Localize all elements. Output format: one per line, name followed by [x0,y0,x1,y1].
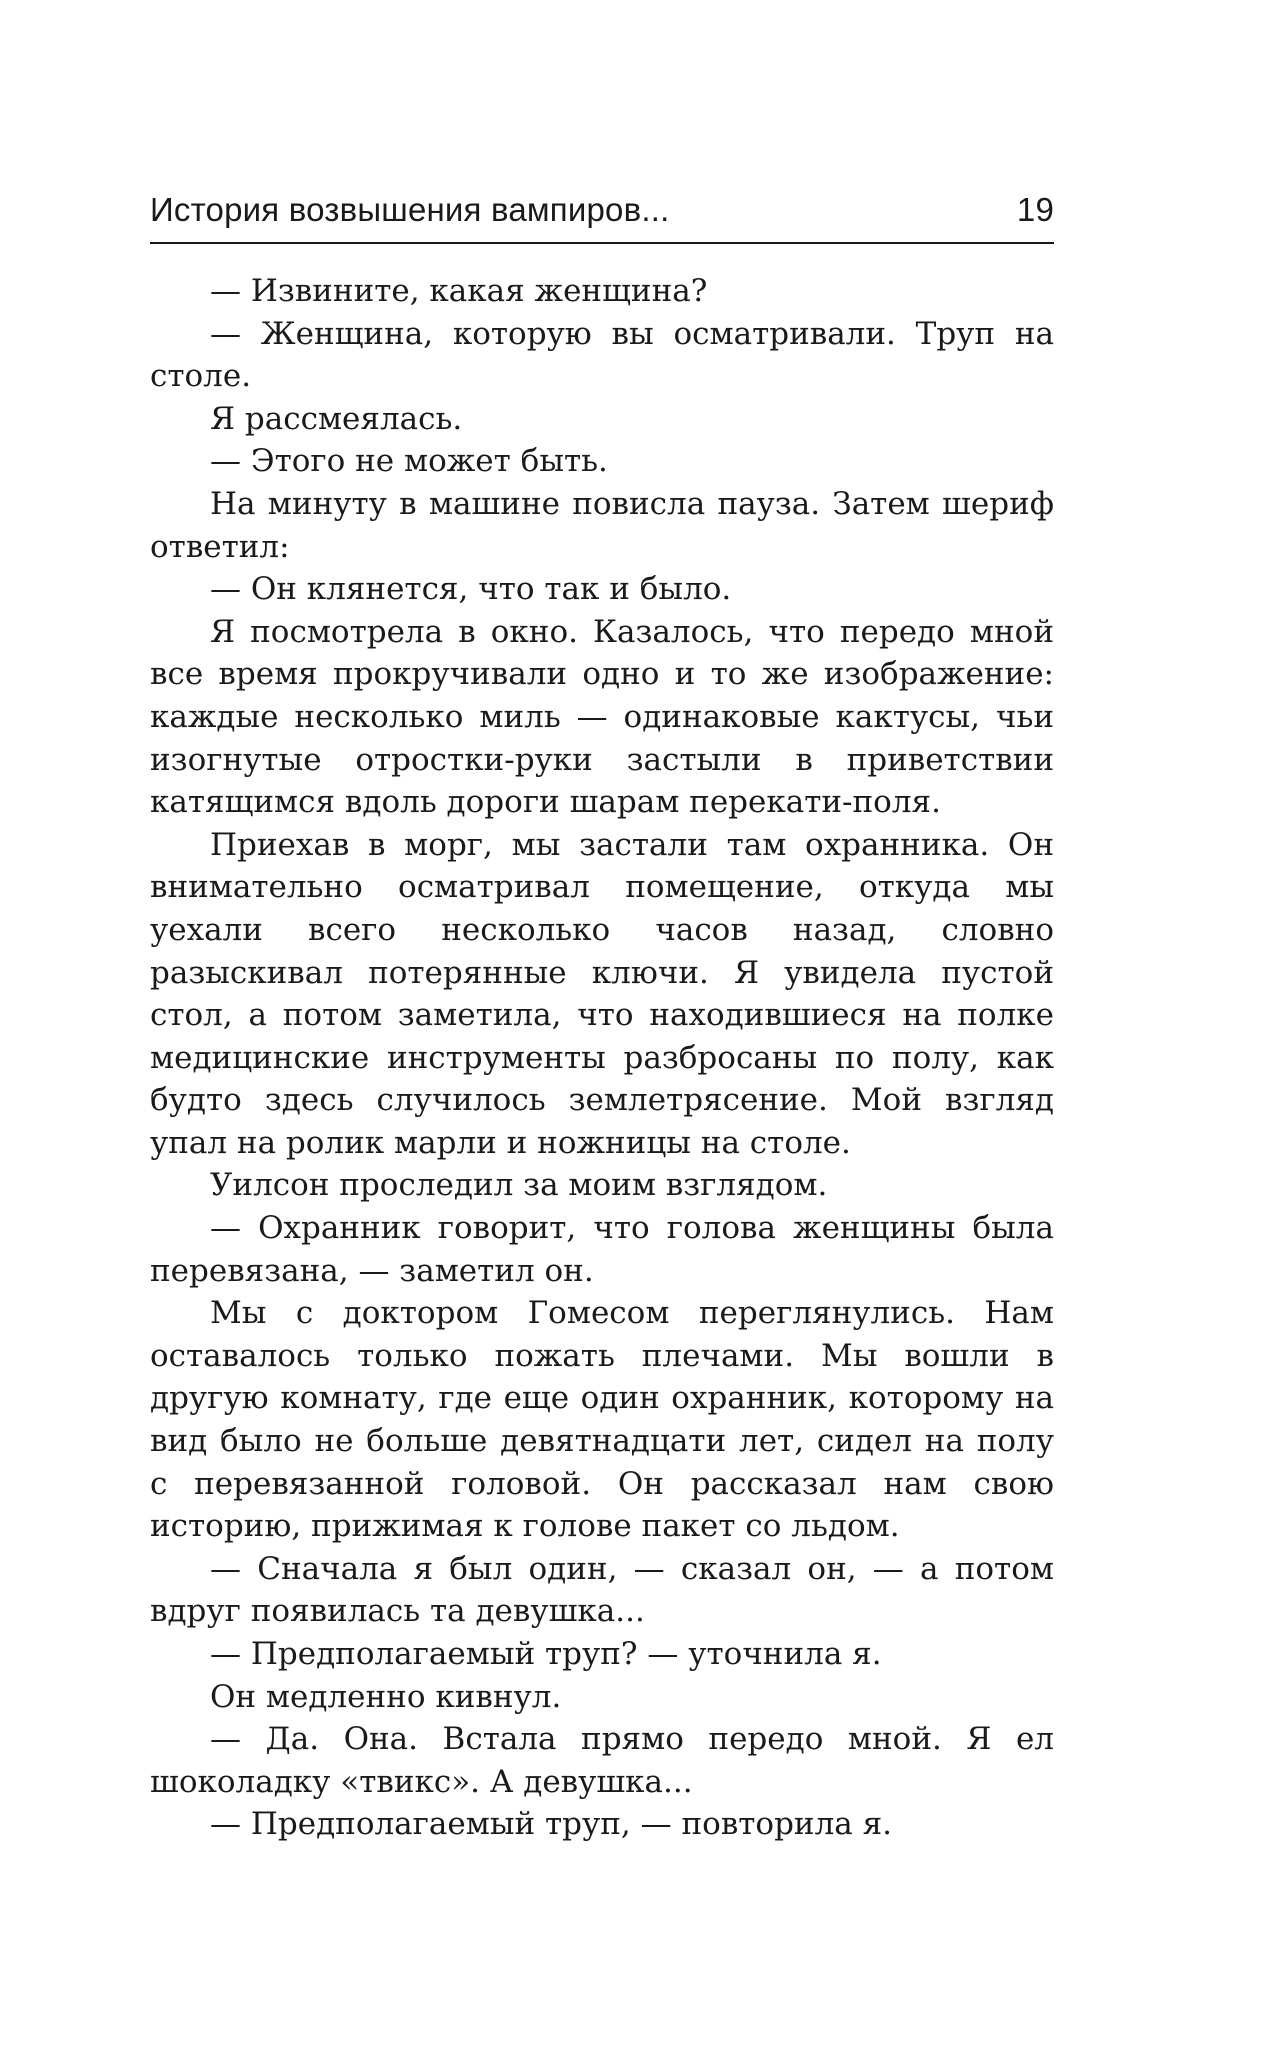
paragraph: Мы с доктором Гомесом переглянулись. Нам оставалось только пожать плечами. Мы вошли в другую комнату, где еще один охранник, которому на вид было не больше девятнадцати лет, сидел на полу с перевязанной головой. Он рассказал нам свою историю, прижимая к голове пакет со льдом. [150,1295,1054,1545]
body-text [150,270,1054,1846]
paragraph: — Извините, какая женщина? [210,273,708,309]
paragraph: — Женщина, которую вы осматривали. Труп на столе. [150,315,1054,395]
paragraph: — Да. Она. Встала прямо передо мной. Я ел шоколадку «твикс». А девушка... [150,1721,1054,1800]
running-header [150,190,1054,244]
paragraph: Уилсон проследил за моим взглядом. [210,1167,828,1204]
paragraph: Я посмотрела в окно. Казалось, что передо мной все время прокручивали одно и то же изображение: каждые несколько миль — одинаковые кактусы, чьи изогнутые отростки-руки застыли в приветствии катящимся вдоль дороги шарам перекати-поля. [150,613,1054,821]
paragraph: — Охранник говорит, что голова женщины была перевязана, — заметил он. [150,1210,1054,1289]
paragraph: Приехав в морг, мы застали там охранника. Он внимательно осматривал помещение, откуда мы уехали всего несколько часов назад, словно разыскивал потерянные ключи. Я увидела пустой стол, а потом заметила, что находившиеся на полке медицинские инструменты разбросаны по полу, как будто здесь случилось землетрясение. Мой взгляд упал на ролик марли и ножницы на столе. [150,826,1054,1161]
paragraph: — Сначала я был один, — сказал он, — а потом вдруг появилась та девушка... [150,1550,1054,1630]
paragraph: Он медленно кивнул. [210,1678,562,1715]
paragraph: На минуту в машине повисла пауза. Затем шериф ответил: [150,485,1054,565]
running-title: История возвышения вампиров... [150,191,670,228]
paragraph: Я рассмеялась. [210,400,463,437]
page-number: 19 [1016,191,1054,228]
paragraph: — Предполагаемый труп? — уточнила я. [210,1636,882,1672]
paragraph: — Этого не может быть. [210,443,608,480]
paragraph: — Предполагаемый труп, — повторила я. [210,1806,893,1843]
paragraph: — Он клянется, что так и было. [210,571,732,608]
book-page [150,190,1054,1846]
